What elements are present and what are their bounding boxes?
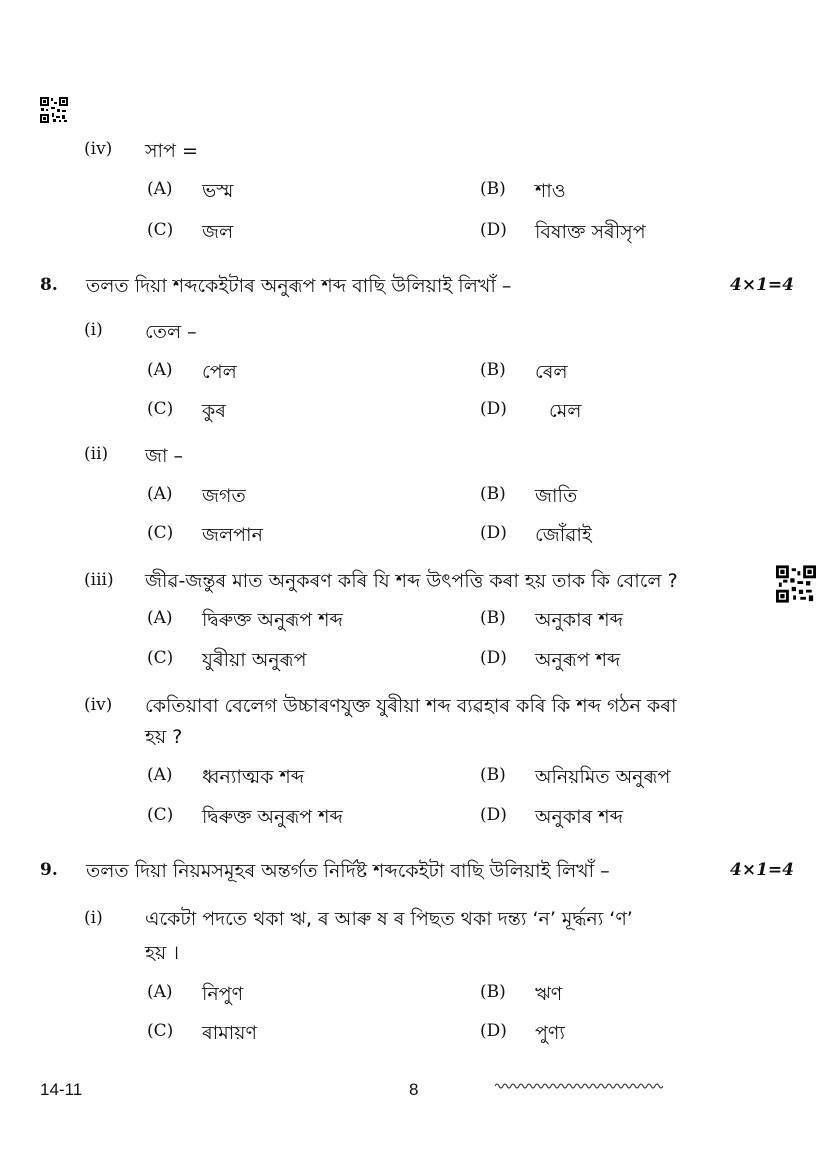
option-label: (D) xyxy=(480,1021,507,1041)
q8-marks: 4×1=4 xyxy=(730,275,794,295)
q9-marks: 4×1=4 xyxy=(730,860,794,880)
option-label: (B) xyxy=(480,360,506,380)
option-text: অনুৰূপ শব্দ xyxy=(535,649,621,671)
option-text: দ্বিৰুক্ত অনুৰূপ শব্দ xyxy=(202,806,343,828)
option-label: (A) xyxy=(147,360,173,380)
option-label: (D) xyxy=(480,220,507,240)
q8-number: 8. xyxy=(40,275,58,295)
q8-iii-stem: জীৱ-জন্তুৰ মাত অনুকৰণ কৰি যি শব্দ উৎপত্তি কৰা হয় তাক কি বোলে ? xyxy=(145,570,678,592)
q9-i-number: (i) xyxy=(84,908,103,928)
qr-code-top-left-icon xyxy=(40,97,68,123)
q9-instruction: তলত দিয়া নিয়মসমূহৰ অন্তৰ্গত নিৰ্দিষ্ট শব্দকেইটা বাছি উলিয়াই লিখাঁ – xyxy=(86,860,610,882)
q8-instruction: তলত দিয়া শব্দকেইটাৰ অনুৰূপ শব্দ বাছি উলিয়াই লিখাঁ – xyxy=(86,275,512,297)
option-label: (B) xyxy=(480,484,506,504)
option-text: মেল xyxy=(549,400,582,422)
option-label: (C) xyxy=(147,805,174,825)
option-text: অনুকাৰ শব্দ xyxy=(535,609,623,631)
option-label: (A) xyxy=(147,179,173,199)
option-text: ঋণ xyxy=(535,983,563,1005)
option-text: জোঁৱাই xyxy=(535,524,592,546)
option-text: অনুকাৰ শব্দ xyxy=(535,806,623,828)
page-number: 8 xyxy=(409,1080,419,1099)
q8-i-stem: তেল – xyxy=(145,321,197,343)
q8-i-number: (i) xyxy=(84,320,103,340)
option-text: যুৰীয়া অনুৰূপ xyxy=(202,649,307,671)
paper-code: 14-11 xyxy=(40,1080,83,1099)
q9-number: 9. xyxy=(40,860,58,880)
q8-ii-number: (ii) xyxy=(84,444,109,464)
option-label: (A) xyxy=(147,484,173,504)
option-text: ৰামায়ণ xyxy=(202,1022,257,1044)
q8-ii-stem: জা – xyxy=(145,445,184,467)
option-text: অনিয়মিত অনুৰূপ xyxy=(535,766,671,788)
option-label: (D) xyxy=(480,648,507,668)
option-label: (B) xyxy=(480,179,506,199)
q8-iv-stem-line2: হয় ? xyxy=(145,726,183,748)
option-text: কুৰ xyxy=(202,400,226,422)
q9-i-stem-line1: একেটা পদতে থকা ঋ, ৰ আৰু ষ ৰ পিছত থকা দন্ত্য ‘ন’ মূৰ্দ্ধন্য ‘ণ’ xyxy=(145,908,633,930)
wavy-line-decoration xyxy=(495,1081,663,1091)
option-label: (A) xyxy=(147,608,173,628)
q7-iv-number: (iv) xyxy=(84,139,113,159)
option-label: (A) xyxy=(147,982,173,1002)
option-label: (D) xyxy=(480,399,507,419)
option-text: জগত xyxy=(202,485,246,507)
q9-i-stem-line2: হয় । xyxy=(145,942,180,964)
option-text: বিষাক্ত সৰীসৃপ xyxy=(535,221,646,243)
option-text: নিপুণ xyxy=(202,983,244,1005)
option-text: ধ্বন্যাত্মক শব্দ xyxy=(202,766,305,788)
option-text: পুণ্য xyxy=(535,1022,565,1044)
q7-iv-stem: সাপ = xyxy=(145,140,198,162)
option-label: (A) xyxy=(147,765,173,785)
option-text: ৰেল xyxy=(535,361,568,383)
option-label: (B) xyxy=(480,765,506,785)
q8-iii-number: (iii) xyxy=(84,570,114,590)
option-text: জাতি xyxy=(535,485,578,507)
option-label: (C) xyxy=(147,1021,174,1041)
option-label: (C) xyxy=(147,523,174,543)
option-text: শাও xyxy=(535,180,566,202)
option-label: (B) xyxy=(480,608,506,628)
option-text: ভস্ম xyxy=(202,180,234,202)
option-text: জলপান xyxy=(202,524,263,546)
option-label: (C) xyxy=(147,399,174,419)
option-label: (C) xyxy=(147,648,174,668)
option-text: দ্বিৰুক্ত অনুৰূপ শব্দ xyxy=(202,609,343,631)
option-text: জল xyxy=(202,221,234,243)
option-label: (D) xyxy=(480,805,507,825)
option-text: পেল xyxy=(202,361,237,383)
q8-iv-number: (iv) xyxy=(84,695,113,715)
option-label: (C) xyxy=(147,220,174,240)
option-label: (B) xyxy=(480,982,506,1002)
q8-iv-stem-line1: কেতিয়াবা বেলেগ উচ্চাৰণযুক্ত যুৰীয়া শব্দ ব্যৱহাৰ কৰি কি শব্দ গঠন কৰা xyxy=(145,695,677,717)
option-label: (D) xyxy=(480,523,507,543)
qr-code-right-icon xyxy=(776,565,816,603)
